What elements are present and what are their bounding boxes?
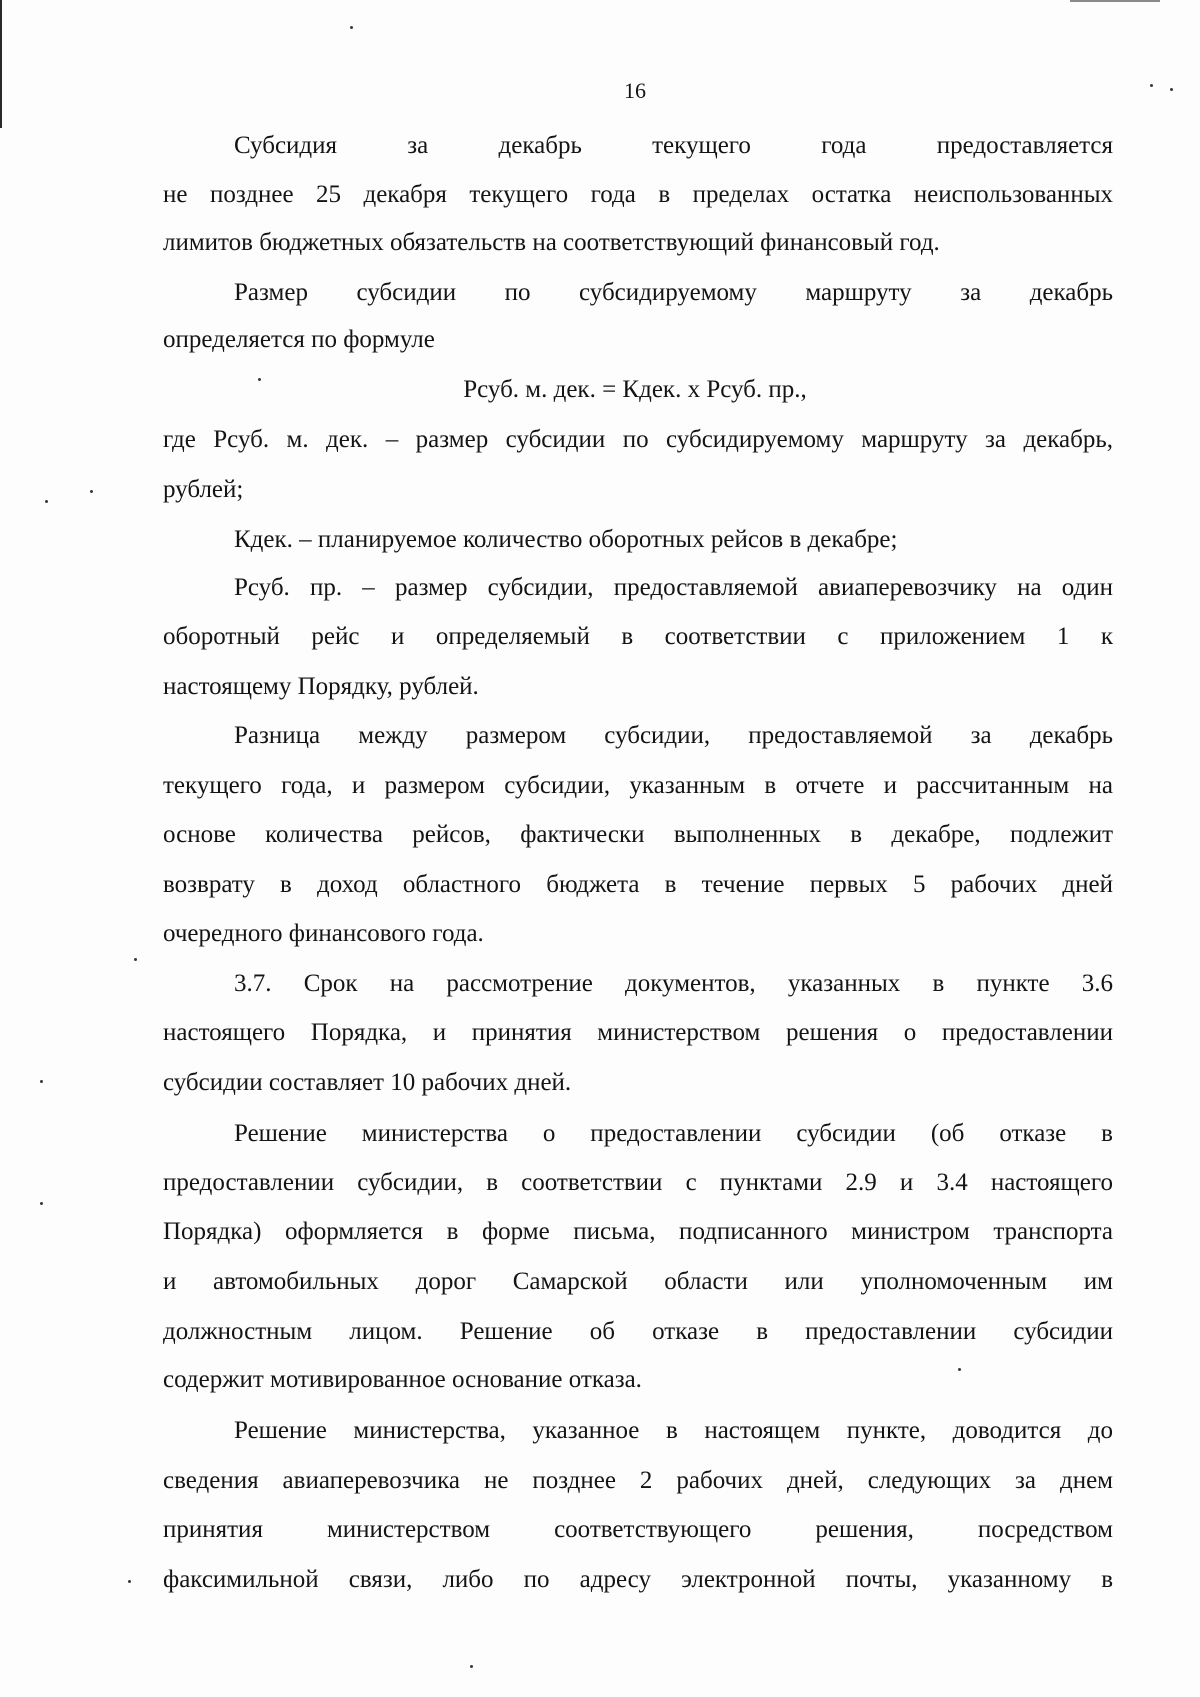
text-line: Кдек. – планируемое количество оборотных рейсов в декабре; — [234, 526, 898, 553]
scan-speck — [90, 490, 93, 493]
page-number: 16 — [624, 78, 646, 103]
text-line: и автомобильных дорог Самарской области или уполномоченным им — [163, 1268, 1113, 1295]
scan-edge — [1070, 0, 1160, 2]
text-line: Разница между размером субсидии, предоставляемой за декабрь — [234, 722, 1113, 749]
text-line: предоставлении субсидии, в соответствии с пунктами 2.9 и 3.4 настоящего — [163, 1169, 1113, 1196]
text-line: текущего года, и размером субсидии, указанным в отчете и рассчитанным на — [163, 772, 1113, 799]
scan-speck — [40, 1080, 43, 1083]
text-line: субсидии составляет 10 рабочих дней. — [163, 1069, 572, 1096]
text-line: основе количества рейсов, фактически выполненных в декабре, подлежит — [163, 821, 1113, 848]
text-line: содержит мотивированное основание отказа. — [163, 1366, 642, 1393]
text-line: где Рсуб. м. дек. – размер субсидии по субсидируемому маршруту за декабрь, — [163, 426, 1113, 453]
formula-line: Рсуб. м. дек. = Кдек. х Рсуб. пр., — [463, 376, 807, 403]
text-line: принятия министерством соответствующего решения, посредством — [163, 1516, 1113, 1543]
scan-speck — [45, 500, 48, 503]
text-line: Порядка) оформляется в форме письма, подписанного министром транспорта — [163, 1218, 1113, 1245]
text-line: возврату в доход областного бюджета в течение первых 5 рабочих дней — [163, 871, 1113, 898]
text-line: определяется по формуле — [163, 326, 435, 353]
text-line: Размер субсидии по субсидируемому маршруту за декабрь — [234, 279, 1113, 306]
text-line: факсимильной связи, либо по адресу электронной почты, указанному в — [163, 1566, 1113, 1593]
text-line: Решение министерства о предоставлении субсидии (об отказе в — [234, 1120, 1113, 1147]
text-line: Рсуб. пр. – размер субсидии, предоставляемой авиаперевозчику на один — [234, 574, 1113, 601]
text-line: настоящему Порядку, рублей. — [163, 673, 479, 700]
text-line: должностным лицом. Решение об отказе в предоставлении субсидии — [163, 1318, 1113, 1345]
scan-speck — [470, 1665, 473, 1668]
text-line: лимитов бюджетных обязательств на соответствующий финансовый год. — [163, 229, 940, 256]
text-line: 3.7. Срок на рассмотрение документов, указанных в пункте 3.6 — [234, 970, 1113, 997]
text-line: Субсидия за декабрь текущего года предоставляется — [234, 132, 1113, 159]
text-line: настоящего Порядка, и принятия министерством решения о предоставлении — [163, 1019, 1113, 1046]
scan-edge — [0, 0, 2, 128]
text-line: рублей; — [163, 476, 244, 503]
scan-speck — [40, 1202, 43, 1205]
scan-speck — [350, 26, 353, 29]
text-line: Решение министерства, указанное в настоящем пункте, доводится до — [234, 1417, 1113, 1444]
scan-speck — [128, 1580, 131, 1583]
text-line: не позднее 25 декабря текущего года в пределах остатка неиспользованных — [163, 181, 1113, 208]
text-line: сведения авиаперевозчика не позднее 2 рабочих дней, следующих за днем — [163, 1467, 1113, 1494]
text-line: оборотный рейс и определяемый в соответствии с приложением 1 к — [163, 623, 1113, 650]
text-line: очередного финансового года. — [163, 920, 484, 947]
scan-speck — [134, 958, 137, 961]
